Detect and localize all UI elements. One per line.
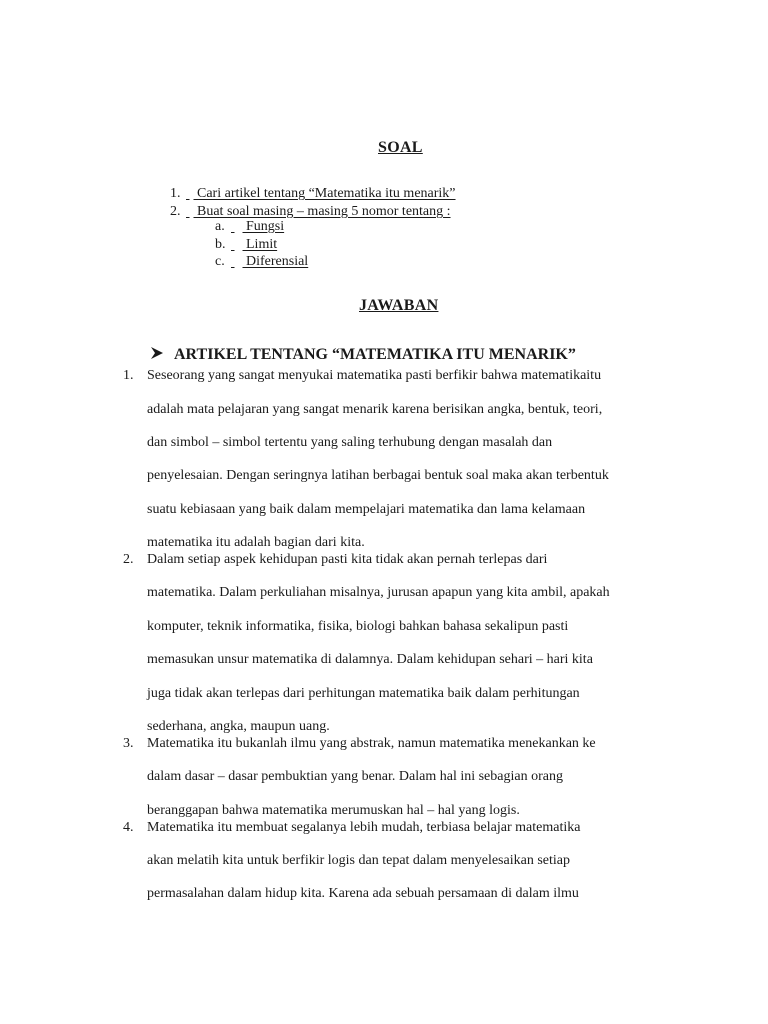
answer-line: memasukan unsur matematika di dalamnya. Dalam kehidupan sehari – hari kita <box>147 652 593 667</box>
soal-item-text: Buat soal masing – masing 5 nomor tentang : <box>197 204 451 219</box>
article-heading <box>150 346 576 365</box>
answer-line: Dalam setiap aspek kehidupan pasti kita tidak akan pernah terlepas dari <box>147 552 548 567</box>
soal-item <box>170 204 451 220</box>
answer-item-number: 2. <box>123 552 134 567</box>
answer-line: matematika. Dalam perkuliahan misalnya, jurusan apapun yang kita ambil, apakah <box>147 585 610 600</box>
answer-line: sederhana, angka, maupun uang. <box>147 719 330 734</box>
answer-line: matematika itu adalah bagian dari kita. <box>147 535 365 550</box>
answer-line: akan melatih kita untuk berfikir logis dan tepat dalam menyelesaikan setiap <box>147 853 570 868</box>
soal-subitem <box>215 254 308 270</box>
soal-subitem-text: Limit <box>246 237 278 252</box>
soal-subitem <box>215 219 284 235</box>
soal-title: SOAL <box>378 139 423 156</box>
answer-line: adalah mata pelajaran yang sangat menarik karena berisikan angka, bentuk, teori, <box>147 402 603 417</box>
answer-line: permasalahan dalam hidup kita. Karena ada sebuah persamaan di dalam ilmu <box>147 886 579 901</box>
answer-item-number: 3. <box>123 736 134 751</box>
soal-subitem-text: Fungsi <box>246 219 285 234</box>
answer-line: dalam dasar – dasar pembuktian yang benar. Dalam hal ini sebagian orang <box>147 769 563 784</box>
answer-item-number: 1. <box>123 368 134 383</box>
article-heading-text: ARTIKEL TENTANG “MATEMATIKA ITU MENARIK” <box>174 346 576 363</box>
soal-item-number: 2. <box>170 204 181 219</box>
answer-line: komputer, teknik informatika, fisika, biologi bahkan bahasa sekalipun pasti <box>147 619 569 634</box>
answer-line: juga tidak akan terlepas dari perhitungan matematika baik dalam perhitungan <box>147 686 580 701</box>
answer-line: suatu kebiasaan yang baik dalam mempelajari matematika dan lama kelamaan <box>147 502 586 517</box>
arrowhead-bullet-icon <box>150 346 164 365</box>
soal-item-number: 1. <box>170 186 181 201</box>
answer-line: Matematika itu bukanlah ilmu yang abstrak, namun matematika menekankan ke <box>147 736 596 751</box>
answer-line: beranggapan bahwa matematika merumuskan hal – hal yang logis. <box>147 803 520 818</box>
soal-subitem <box>215 237 277 253</box>
answer-line: Matematika itu membuat segalanya lebih mudah, terbiasa belajar matematika <box>147 820 581 835</box>
soal-item-text: Cari artikel tentang “Matematika itu menarik” <box>197 186 456 201</box>
soal-subitem-letter: b. <box>215 237 226 252</box>
answer-line: penyelesaian. Dengan seringnya latihan berbagai bentuk soal maka akan terbentuk <box>147 468 609 483</box>
jawaban-title: JAWABAN <box>359 297 439 314</box>
soal-item <box>170 186 456 202</box>
soal-subitem-text: Diferensial <box>246 254 309 269</box>
soal-subitem-letter: c. <box>215 254 225 269</box>
answer-line: Seseorang yang sangat menyukai matematika pasti berfikir bahwa matematikaitu <box>147 368 602 383</box>
answer-item-number: 4. <box>123 820 134 835</box>
answer-line: dan simbol – simbol tertentu yang saling terhubung dengan masalah dan <box>147 435 553 450</box>
soal-subitem-letter: a. <box>215 219 225 234</box>
